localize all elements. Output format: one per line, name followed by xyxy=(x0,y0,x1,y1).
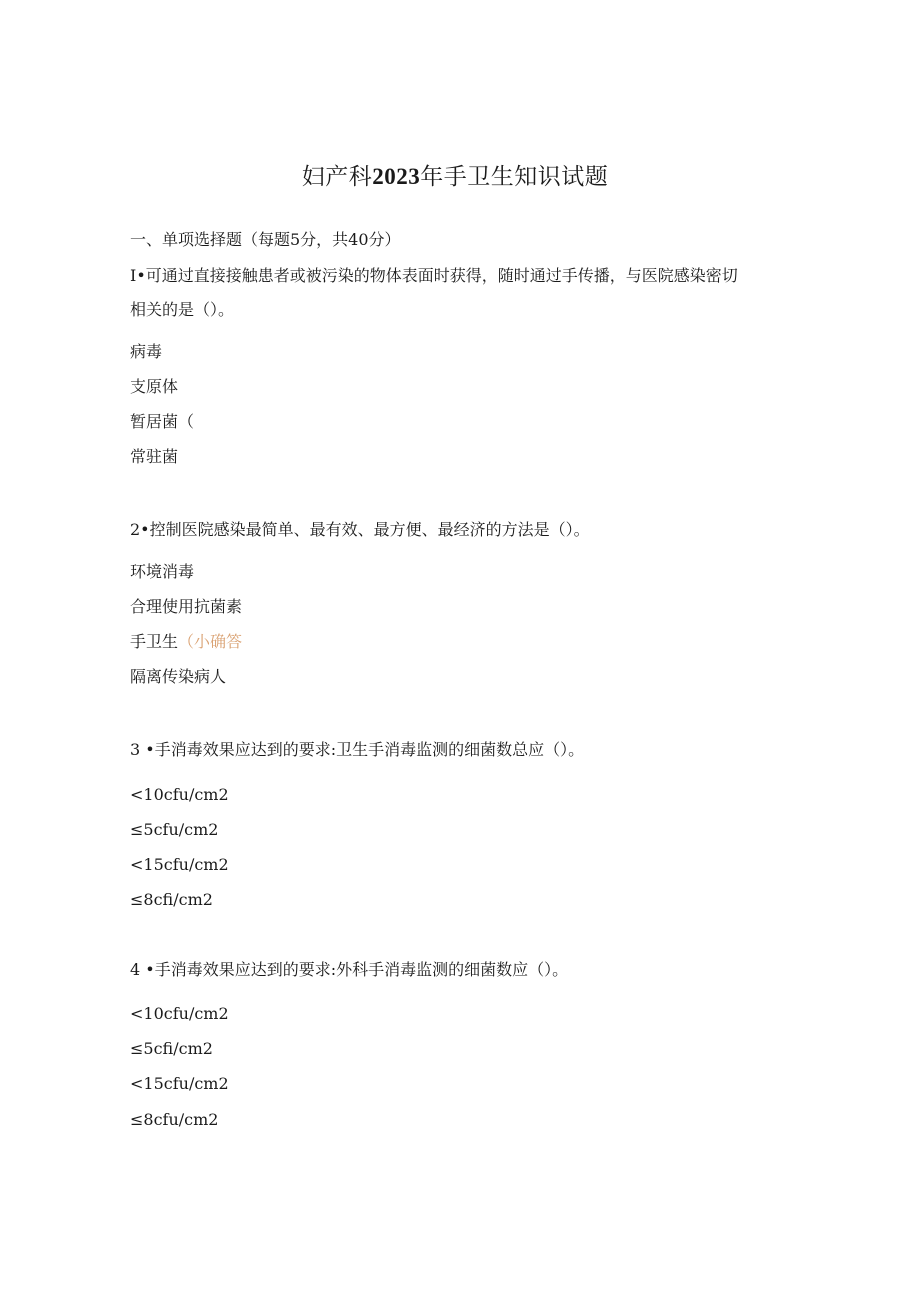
question-3-option-4: ≤8cfi∕cm2 xyxy=(130,890,213,909)
question-1-option-4: 常驻菌 xyxy=(130,447,179,466)
question-1-option-2: 支原体 xyxy=(130,377,179,396)
question-4-option-4: ≤8cfu∕cm2 xyxy=(130,1110,219,1129)
title-year: 2023 xyxy=(372,164,421,189)
question-2-option-4: 隔离传染病人 xyxy=(130,667,227,686)
question-4-stem: 4 •手消毒效果应达到的要求:外科手消毒监测的细菌数应（）。 xyxy=(130,960,569,979)
answer-mark: （小确答 xyxy=(178,632,243,651)
question-3-option-1: <10cfu∕cm2 xyxy=(130,785,229,804)
question-2-option-2: 合理使用抗菌素 xyxy=(130,597,243,616)
question-3-stem: 3 •手消毒效果应达到的要求:卫生手消毒监测的细菌数总应（）。 xyxy=(130,740,585,759)
question-2-option-3-label: 手卫生 xyxy=(130,632,179,651)
question-4-option-3: <15cfu∕cm2 xyxy=(130,1074,229,1093)
title-prefix: 妇产科 xyxy=(301,164,373,190)
question-2-option-3 xyxy=(130,632,242,652)
question-2-stem: 2•控制医院感染最简单、最有效、最方便、最经济的方法是（）。 xyxy=(130,520,590,539)
page-title xyxy=(0,158,910,191)
question-4-option-2: ≤5cfi∕cm2 xyxy=(130,1039,213,1058)
question-2-option-1: 环境消毒 xyxy=(130,562,195,581)
question-1-stem-line1: I•可通过直接接触患者或被污染的物体表面时获得，随时通过手传播，与医院感染密切 xyxy=(130,266,738,285)
question-3-option-3: <15cfu∕cm2 xyxy=(130,855,229,874)
title-suffix: 年手卫生知识试题 xyxy=(420,164,609,190)
question-3-option-2: ≤5cfu∕cm2 xyxy=(130,820,219,839)
question-1-option-3: 暂居菌（ xyxy=(130,412,195,431)
question-4-option-1: <10cfu∕cm2 xyxy=(130,1004,229,1023)
section-heading: 一、单项选择题（每题5分，共40分） xyxy=(130,230,401,249)
question-1-option-1: 病毒 xyxy=(130,342,163,361)
question-1-stem-line2: 相关的是（）。 xyxy=(130,300,235,319)
